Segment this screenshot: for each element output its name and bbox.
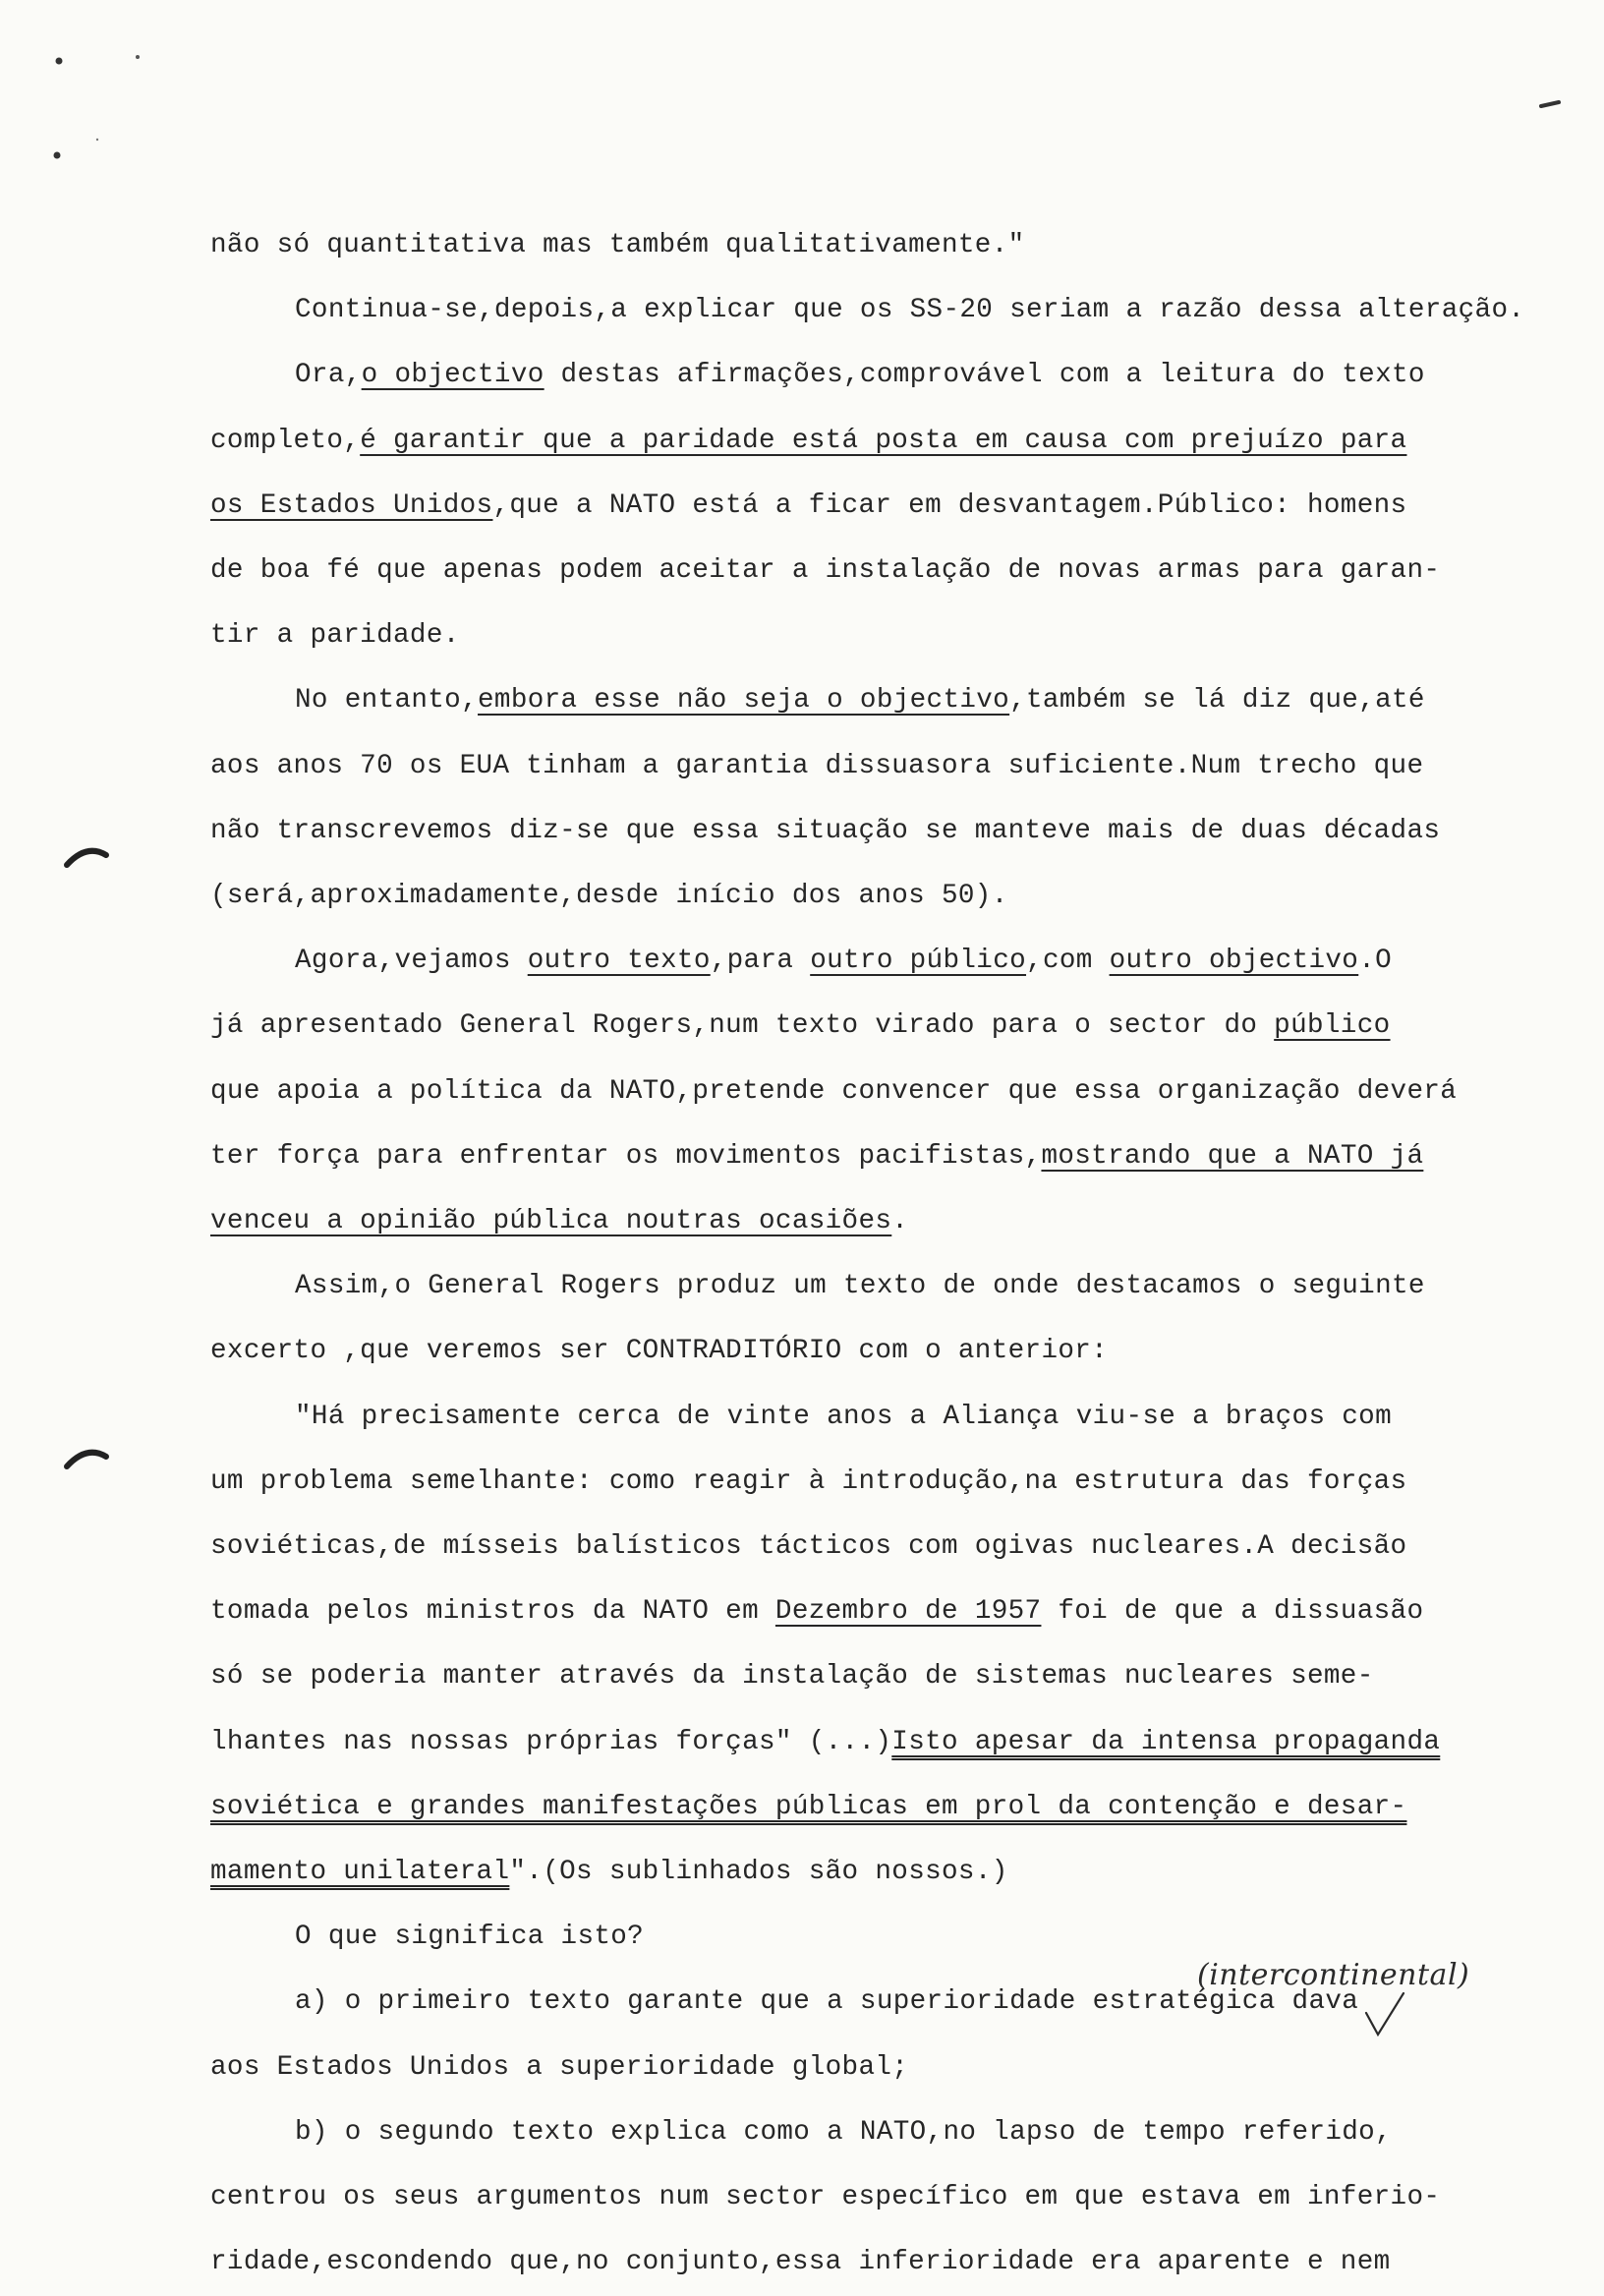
- text-segment: ".(Os sublinhados são nossos.): [509, 1857, 1008, 1887]
- text-line: [210, 1533, 1406, 1561]
- text-segment: já apresentado General Rogers,num texto virado para o sector do: [210, 1010, 1275, 1042]
- text-segment: Assim,o General Rogers produz um texto de onde destacamos o seguinte: [295, 1271, 1425, 1302]
- text-segment: soviéticas,de mísseis balísticos tácticos com ogivas nucleares.A decisão: [210, 1531, 1407, 1562]
- text-segment: que apoia a política da NATO,pretende convencer que essa organização deverá: [210, 1075, 1458, 1107]
- text-segment: só se poderia manter através da instalação de sistemas nucleares seme-: [210, 1661, 1374, 1693]
- text-line: [210, 750, 1424, 781]
- underlined-phrase: mamento unilateral: [210, 1857, 510, 1887]
- text-segment: No entanto,: [295, 685, 478, 717]
- text-line: [210, 1598, 1423, 1626]
- text-segment: completo,: [210, 425, 361, 456]
- text-segment: não só quantitativa mas também qualitativamente.": [210, 230, 1025, 260]
- text-line: [295, 1988, 1358, 2016]
- text-line: [210, 1465, 1407, 1497]
- text-line: [295, 1273, 1425, 1300]
- text-line: [295, 297, 1524, 324]
- text-line: [210, 1859, 1008, 1886]
- binding-hole-mark: [67, 1453, 106, 1466]
- text-line: [295, 947, 1392, 975]
- text-segment: aos anos 70 os EUA tinham a garantia dissuasora suficiente.Num trecho que: [210, 750, 1424, 781]
- text-segment: lhantes nas nossas próprias forças" (...): [210, 1726, 892, 1757]
- underlined-phrase: venceu a opinião pública noutras ocasiões: [210, 1206, 892, 1236]
- text-segment: tomada pelos ministros da NATO em: [210, 1596, 775, 1628]
- text-line: [295, 1923, 644, 1951]
- text-line: [210, 1726, 1441, 1757]
- underlined-phrase: mostrando que a NATO já: [1041, 1140, 1424, 1172]
- underlined-phrase: é garantir que a paridade está posta em causa com prejuízo para: [360, 425, 1407, 456]
- text-segment: Ora,: [295, 360, 362, 391]
- text-line: [210, 883, 1008, 910]
- text-line: [210, 557, 1440, 585]
- text-segment: destas afirmações,comprovável com a leitura do texto: [544, 360, 1425, 391]
- text-line: [210, 815, 1441, 846]
- text-line: [210, 622, 460, 650]
- text-segment: ,também se lá diz que,até: [1009, 685, 1425, 717]
- text-line: [210, 489, 1407, 521]
- underlined-phrase: os Estados Unidos: [210, 489, 493, 521]
- text-line: [210, 1663, 1374, 1691]
- text-segment: foi de que a dissuasão: [1041, 1596, 1424, 1628]
- text-segment: ,que a NATO está a ficar em desvantagem.Público: homens: [492, 489, 1407, 521]
- text-line: [210, 2184, 1440, 2211]
- text-line: [210, 1012, 1391, 1040]
- text-segment: "Há precisamente cerca de vinte anos a Aliança viu-se a braços com: [295, 1401, 1392, 1432]
- text-segment: ,para: [710, 946, 811, 977]
- text-segment: centrou os seus argumentos num sector específico em que estava em inferio-: [210, 2182, 1441, 2212]
- handwritten-note: (intercontinental): [1197, 1958, 1470, 1992]
- underlined-phrase: Isto apesar da intensa propaganda: [891, 1726, 1441, 1757]
- text-line: [210, 1208, 908, 1235]
- text-segment: não transcrevemos diz-se que essa situação se manteve mais de duas décadas: [210, 815, 1441, 846]
- text-line: [210, 1075, 1458, 1107]
- text-segment: ridade,escondendo que,no conjunto,essa inferioridade era aparente e nem: [210, 2247, 1391, 2278]
- text-line: [295, 687, 1425, 715]
- underlined-phrase: o objectivo: [361, 360, 544, 391]
- text-segment: (será,aproximadamente,desde início dos anos 50).: [210, 881, 1008, 911]
- underlined-phrase: embora esse não seja o objectivo: [478, 685, 1010, 717]
- text-segment: .O: [1358, 946, 1393, 977]
- text-segment: .: [891, 1206, 909, 1236]
- text-line: [295, 1401, 1392, 1432]
- underlined-phrase: Dezembro de 1957: [774, 1596, 1042, 1628]
- text-segment: tir a paridade.: [210, 620, 460, 652]
- text-segment: ,com: [1026, 946, 1110, 977]
- text-line: [210, 1791, 1407, 1822]
- underlined-phrase: outro texto: [527, 946, 711, 977]
- text-line: [210, 232, 1025, 259]
- text-segment: a) o primeiro texto garante que a superioridade estratégica dava: [295, 1986, 1359, 2018]
- underlined-phrase: soviética e grandes manifestações públicas em prol da contenção e desar-: [210, 1791, 1407, 1822]
- text-line: [210, 2051, 909, 2083]
- text-segment: ter força para enfrentar os movimentos pacifistas,: [210, 1140, 1042, 1172]
- text-line: [210, 1140, 1424, 1172]
- text-segment: excerto ,que veremos ser CONTRADITÓRIO com o anterior:: [210, 1336, 1109, 1367]
- text-line: [210, 2249, 1391, 2276]
- text-segment: de boa fé que apenas podem aceitar a instalação de novas armas para garan-: [210, 555, 1441, 586]
- text-segment: Continua-se,depois,a explicar que os SS-20 seriam a razão dessa alteração.: [295, 295, 1525, 326]
- text-segment: b) o segundo texto explica como a NATO,no lapso de tempo referido,: [295, 2116, 1392, 2148]
- text-segment: um problema semelhante: como reagir à introdução,na estrutura das forças: [210, 1465, 1407, 1497]
- text-line: [295, 362, 1425, 389]
- text-line: [295, 2116, 1392, 2148]
- underlined-phrase: público: [1274, 1010, 1391, 1042]
- text-line: [210, 425, 1407, 456]
- underlined-phrase: outro público: [810, 946, 1027, 977]
- text-segment: O que significa isto?: [295, 1922, 645, 1953]
- text-segment: Agora,vejamos: [295, 946, 528, 977]
- text-segment: aos Estados Unidos a superioridade global;: [210, 2051, 909, 2083]
- text-line: [210, 1338, 1108, 1365]
- binding-hole-mark: [67, 851, 106, 865]
- underlined-phrase: outro objectivo: [1109, 946, 1359, 977]
